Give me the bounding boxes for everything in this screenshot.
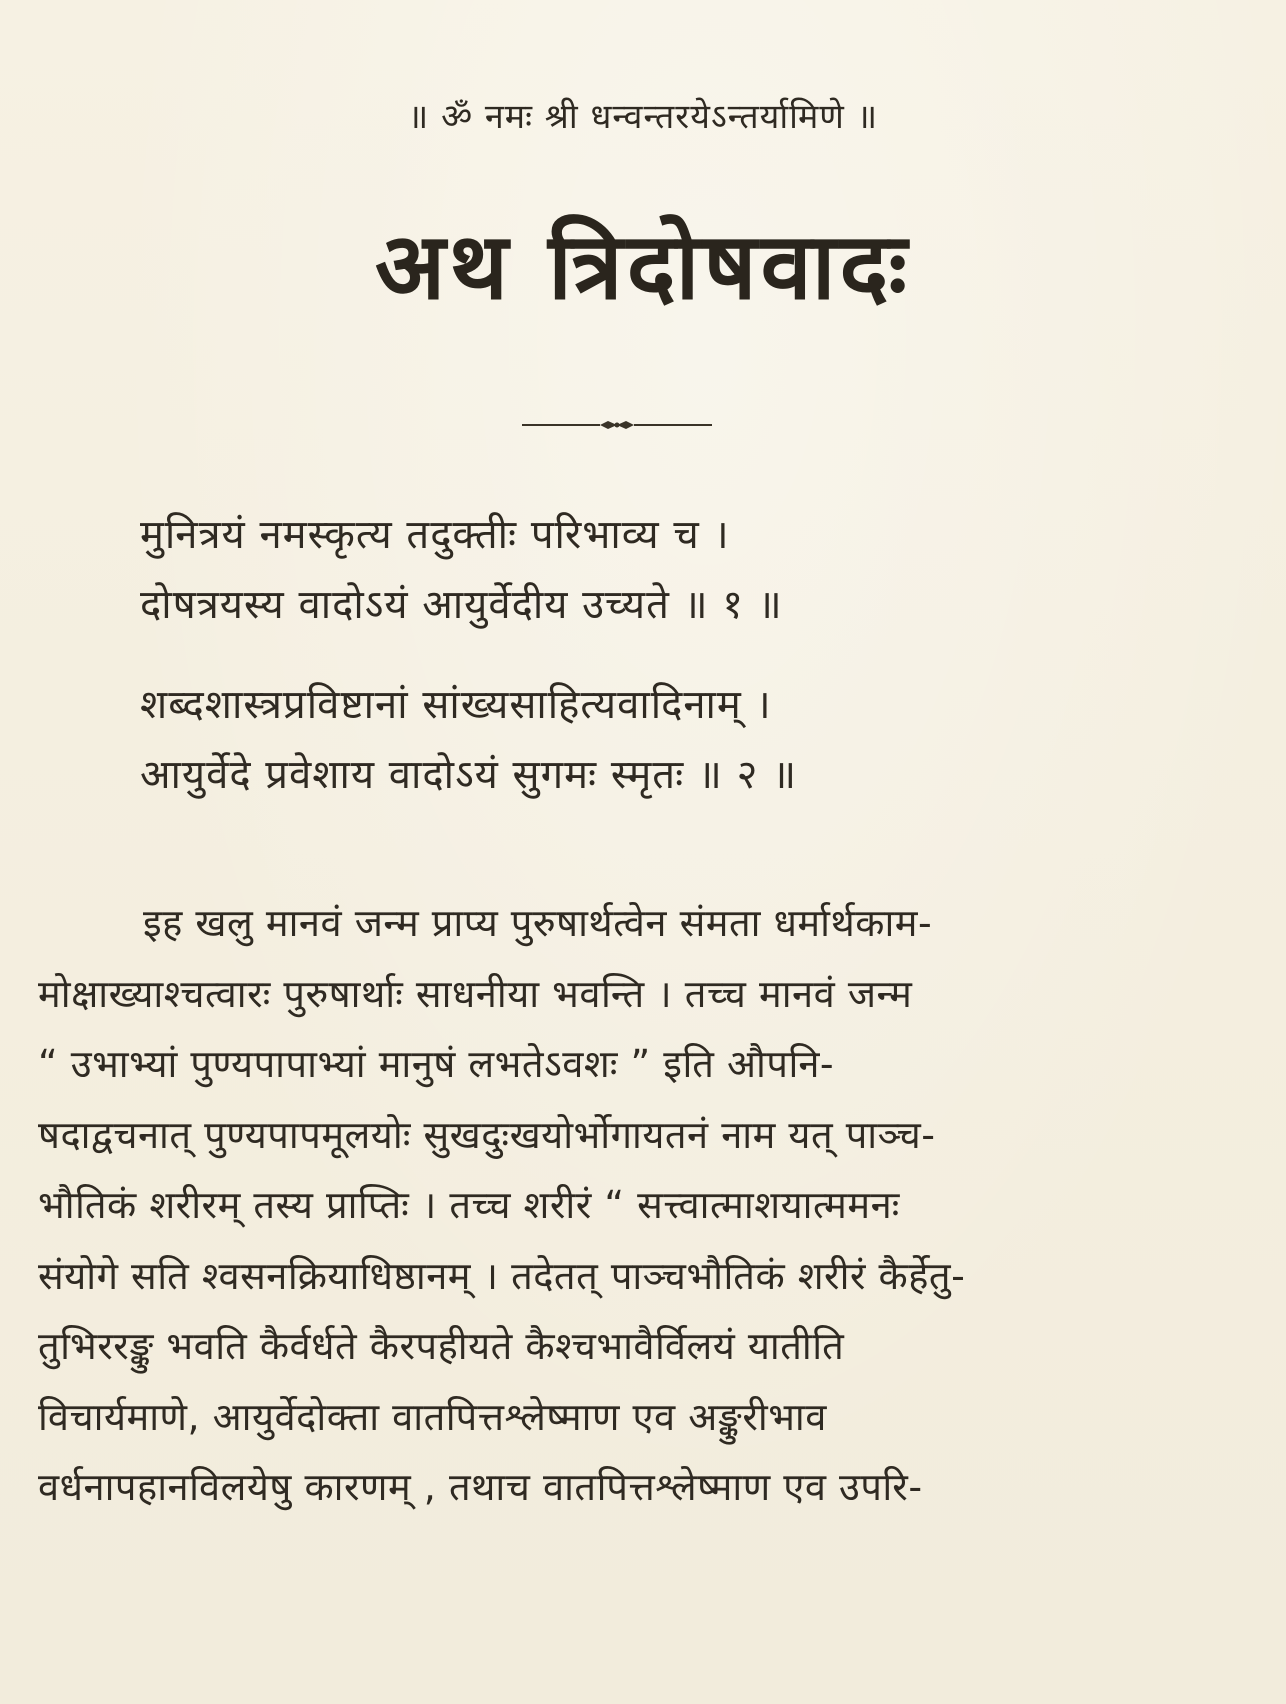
- verse-line: दोषत्रयस्य वादोऽयं आयुर्वेदीय उच्यते ॥ १ ॥: [140, 582, 783, 628]
- ornament-divider-icon: [522, 418, 712, 432]
- prose-line: तुभिररङ्कु भवति कैर्वर्धते कैरपहीयते कैश्चभावैर्विलयं यातीति: [38, 1324, 845, 1368]
- verse-line: मुनित्रयं नमस्कृत्य तदुक्तीः परिभाव्य च ।: [140, 512, 730, 558]
- invocation-line: ॥ ॐ नमः श्री धन्वन्तरयेऽन्तर्यामिणे ॥: [407, 97, 879, 137]
- prose-line: विचार्यमाणे, आयुर्वेदोक्ता वातपित्तश्लेष्माण एव अङ्कुरीभाव: [38, 1394, 827, 1439]
- verse-line: आयुर्वेदे प्रवेशाय वादोऽयं सुगमः स्मृतः ॥ २ ॥: [140, 752, 798, 798]
- prose-line: भौतिकं शरीरम् तस्य प्राप्तिः । तच्च शरीरं “ सत्त्वात्माशयात्ममनः: [38, 1183, 900, 1227]
- prose-line: वर्धनापहानविलयेषु कारणम् , तथाच वातपित्तश्लेष्माण एव उपरि-: [38, 1465, 923, 1509]
- prose-line: मोक्षाख्याश्चत्वारः पुरुषार्थाः साधनीया भवन्ति । तच्च मानवं जन्म: [38, 971, 913, 1016]
- verse-1: [140, 500, 1140, 640]
- verses-block: [140, 500, 1140, 840]
- prose-line: इह खलु मानवं जन्म प्राप्य पुरुषार्थत्वेन संमता धर्मार्थकाम-: [143, 901, 933, 945]
- prose-line: संयोगे सति श्वसनक्रियाधिष्ठानम् । तदेतत् पाञ्चभौतिकं शरीरं कैर्हेतु-: [38, 1253, 966, 1298]
- prose-paragraph: [38, 888, 1242, 1523]
- page-title: अथ त्रिदोषवादः: [375, 213, 911, 320]
- prose-line: षदाद्वचनात् पुण्यपापमूलयोः सुखदुःखयोर्भोगायतनं नाम यत् पाञ्च-: [38, 1112, 936, 1157]
- verse-2: [140, 670, 1140, 810]
- prose-line: “ उभाभ्यां पुण्यपापाभ्यां मानुषं लभतेऽवशः ” इति औपनि-: [38, 1042, 835, 1086]
- verse-line: शब्दशास्त्रप्रविष्टानां सांख्यसाहित्यवादिनाम् ।: [140, 682, 772, 728]
